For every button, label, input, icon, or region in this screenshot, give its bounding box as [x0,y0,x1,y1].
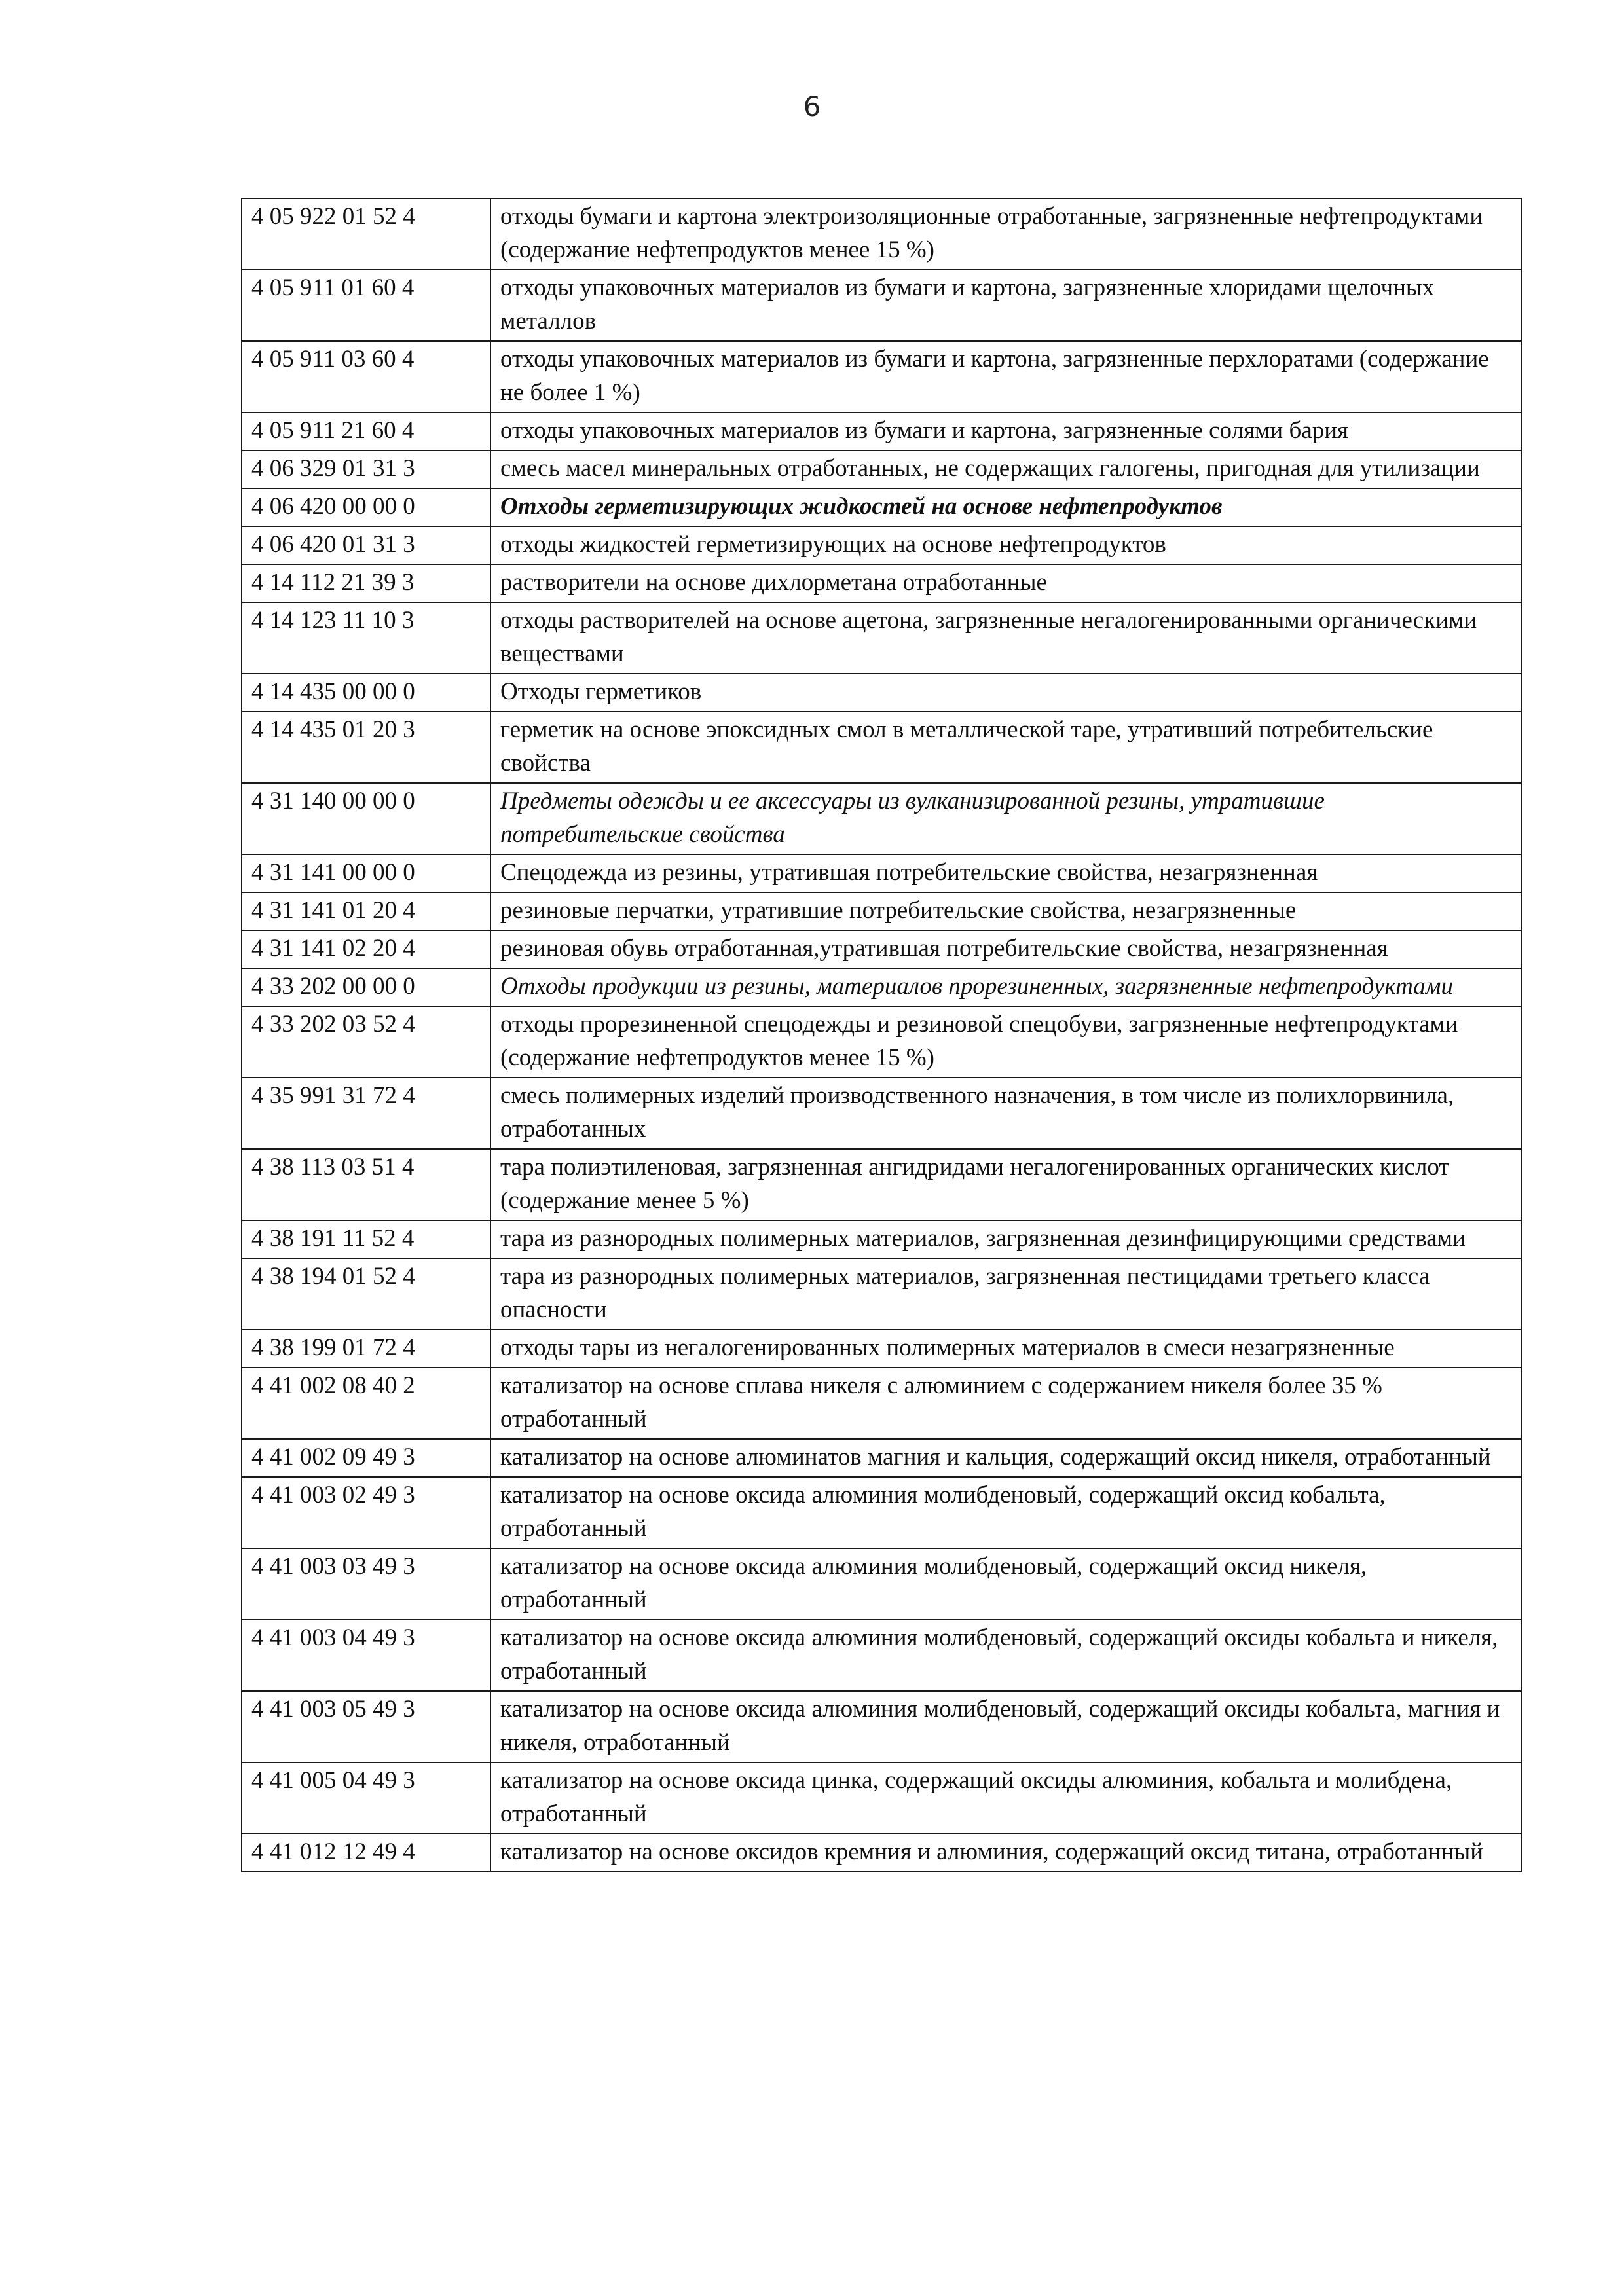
waste-description: отходы прорезиненной спецодежды и резиновой спецобуви, загрязненные нефтепродуктами (содержание нефтепродуктов менее 15 %) [490,1006,1521,1078]
waste-description: отходы тары из негалогенированных полимерных материалов в смеси незагрязненные [490,1330,1521,1368]
table-row-group-heading [242,488,1521,526]
waste-code: 4 05 922 01 52 4 [242,198,490,270]
waste-code: 4 38 194 01 52 4 [242,1258,490,1330]
waste-group-title: Спецодежда из резины, утратившая потребительские свойства, незагрязненная [490,854,1521,892]
waste-code: 4 06 420 00 00 0 [242,488,490,526]
table-row [242,1006,1521,1078]
waste-code: 4 06 420 01 31 3 [242,526,490,564]
waste-description: катализатор на основе оксида алюминия молибденовый, содержащий оксид никеля, отработанный [490,1548,1521,1620]
waste-description: тара из разнородных полимерных материалов, загрязненная дезинфицирующими средствами [490,1220,1521,1258]
waste-code: 4 14 435 01 20 3 [242,712,490,783]
waste-description: отходы упаковочных материалов из бумаги и картона, загрязненные перхлоратами (содержание не более 1 %) [490,341,1521,412]
table-row [242,1149,1521,1220]
table-row [242,930,1521,968]
waste-code: 4 33 202 03 52 4 [242,1006,490,1078]
waste-code: 4 31 141 02 20 4 [242,930,490,968]
waste-description: растворители на основе дихлорметана отработанные [490,564,1521,602]
waste-code: 4 41 012 12 49 4 [242,1834,490,1872]
table-row-group-heading [242,968,1521,1006]
waste-description: резиновые перчатки, утратившие потребительские свойства, незагрязненные [490,892,1521,930]
waste-group-title: Отходы продукции из резины, материалов прорезиненных, загрязненные нефтепродуктами [490,968,1521,1006]
table-row-group-heading [242,783,1521,854]
waste-description: катализатор на основе сплава никеля с алюминием с содержанием никеля более 35 % отработанный [490,1368,1521,1439]
table-row [242,341,1521,412]
waste-description: отходы упаковочных материалов из бумаги и картона, загрязненные хлоридами щелочных металлов [490,270,1521,341]
table-row [242,564,1521,602]
waste-code: 4 06 329 01 31 3 [242,450,490,488]
table-row [242,1691,1521,1762]
waste-description: тара из разнородных полимерных материалов, загрязненная пестицидами третьего класса опасности [490,1258,1521,1330]
waste-description: смесь масел минеральных отработанных, не содержащих галогены, пригодная для утилизации [490,450,1521,488]
table-row [242,1834,1521,1872]
table-row-group-heading [242,854,1521,892]
waste-description: отходы растворителей на основе ацетона, загрязненные негалогенированными органическими веществами [490,602,1521,674]
waste-code: 4 05 911 01 60 4 [242,270,490,341]
waste-description: катализатор на основе оксида алюминия молибденовый, содержащий оксиды кобальта и никеля, отработанный [490,1620,1521,1691]
page-number: 6 [803,90,821,122]
waste-code-table [241,198,1522,1872]
waste-description: катализатор на основе оксида алюминия молибденовый, содержащий оксиды кобальта, магния и никеля, отработанный [490,1691,1521,1762]
waste-code: 4 41 003 05 49 3 [242,1691,490,1762]
table-row [242,1220,1521,1258]
waste-code: 4 31 141 01 20 4 [242,892,490,930]
waste-group-title: Отходы герметизирующих жидкостей на основе нефтепродуктов [490,488,1521,526]
table-row [242,1477,1521,1548]
table-row [242,1078,1521,1149]
waste-code: 4 41 003 03 49 3 [242,1548,490,1620]
waste-description: тара полиэтиленовая, загрязненная ангидридами негалогенированных органических кислот (содержание менее 5 %) [490,1149,1521,1220]
table-row [242,1548,1521,1620]
waste-description: катализатор на основе оксидов кремния и алюминия, содержащий оксид титана, отработанный [490,1834,1521,1872]
waste-description: смесь полимерных изделий производственного назначения, в том числе из полихлорвинила, отработанных [490,1078,1521,1149]
waste-code: 4 41 002 08 40 2 [242,1368,490,1439]
waste-code: 4 31 141 00 00 0 [242,854,490,892]
table-row [242,198,1521,270]
waste-description: отходы бумаги и картона электроизоляционные отработанные, загрязненные нефтепродуктами (содержание нефтепродуктов менее 15 %) [490,198,1521,270]
waste-code: 4 14 123 11 10 3 [242,602,490,674]
waste-description: отходы упаковочных материалов из бумаги и картона, загрязненные солями бария [490,412,1521,450]
waste-code: 4 41 003 02 49 3 [242,1477,490,1548]
waste-code: 4 38 199 01 72 4 [242,1330,490,1368]
table-row-group-heading [242,674,1521,712]
table-row [242,892,1521,930]
waste-code: 4 41 005 04 49 3 [242,1762,490,1834]
waste-description: отходы жидкостей герметизирующих на основе нефтепродуктов [490,526,1521,564]
waste-description: герметик на основе эпоксидных смол в металлической таре, утративший потребительские свойства [490,712,1521,783]
table-row [242,450,1521,488]
table-row [242,1620,1521,1691]
waste-code: 4 33 202 00 00 0 [242,968,490,1006]
table-row [242,1762,1521,1834]
waste-code: 4 14 112 21 39 3 [242,564,490,602]
table-row [242,602,1521,674]
waste-code: 4 41 002 09 49 3 [242,1439,490,1477]
table-row [242,712,1521,783]
waste-code: 4 14 435 00 00 0 [242,674,490,712]
waste-group-title: Отходы герметиков [490,674,1521,712]
waste-group-title: Предметы одежды и ее аксессуары из вулканизированной резины, утратившие потребительские свойства [490,783,1521,854]
table-row [242,412,1521,450]
waste-code: 4 05 911 21 60 4 [242,412,490,450]
table-row [242,1368,1521,1439]
waste-code: 4 41 003 04 49 3 [242,1620,490,1691]
table-row [242,526,1521,564]
table-row [242,270,1521,341]
waste-code: 4 38 113 03 51 4 [242,1149,490,1220]
waste-code: 4 38 191 11 52 4 [242,1220,490,1258]
waste-code: 4 05 911 03 60 4 [242,341,490,412]
waste-description: катализатор на основе оксида цинка, содержащий оксиды алюминия, кобальта и молибдена, отработанный [490,1762,1521,1834]
table-row [242,1258,1521,1330]
waste-description: резиновая обувь отработанная,утратившая потребительские свойства, незагрязненная [490,930,1521,968]
waste-code: 4 31 140 00 00 0 [242,783,490,854]
table-row [242,1439,1521,1477]
table-row [242,1330,1521,1368]
waste-code: 4 35 991 31 72 4 [242,1078,490,1149]
waste-description: катализатор на основе алюминатов магния и кальция, содержащий оксид никеля, отработанный [490,1439,1521,1477]
waste-description: катализатор на основе оксида алюминия молибденовый, содержащий оксид кобальта, отработанный [490,1477,1521,1548]
